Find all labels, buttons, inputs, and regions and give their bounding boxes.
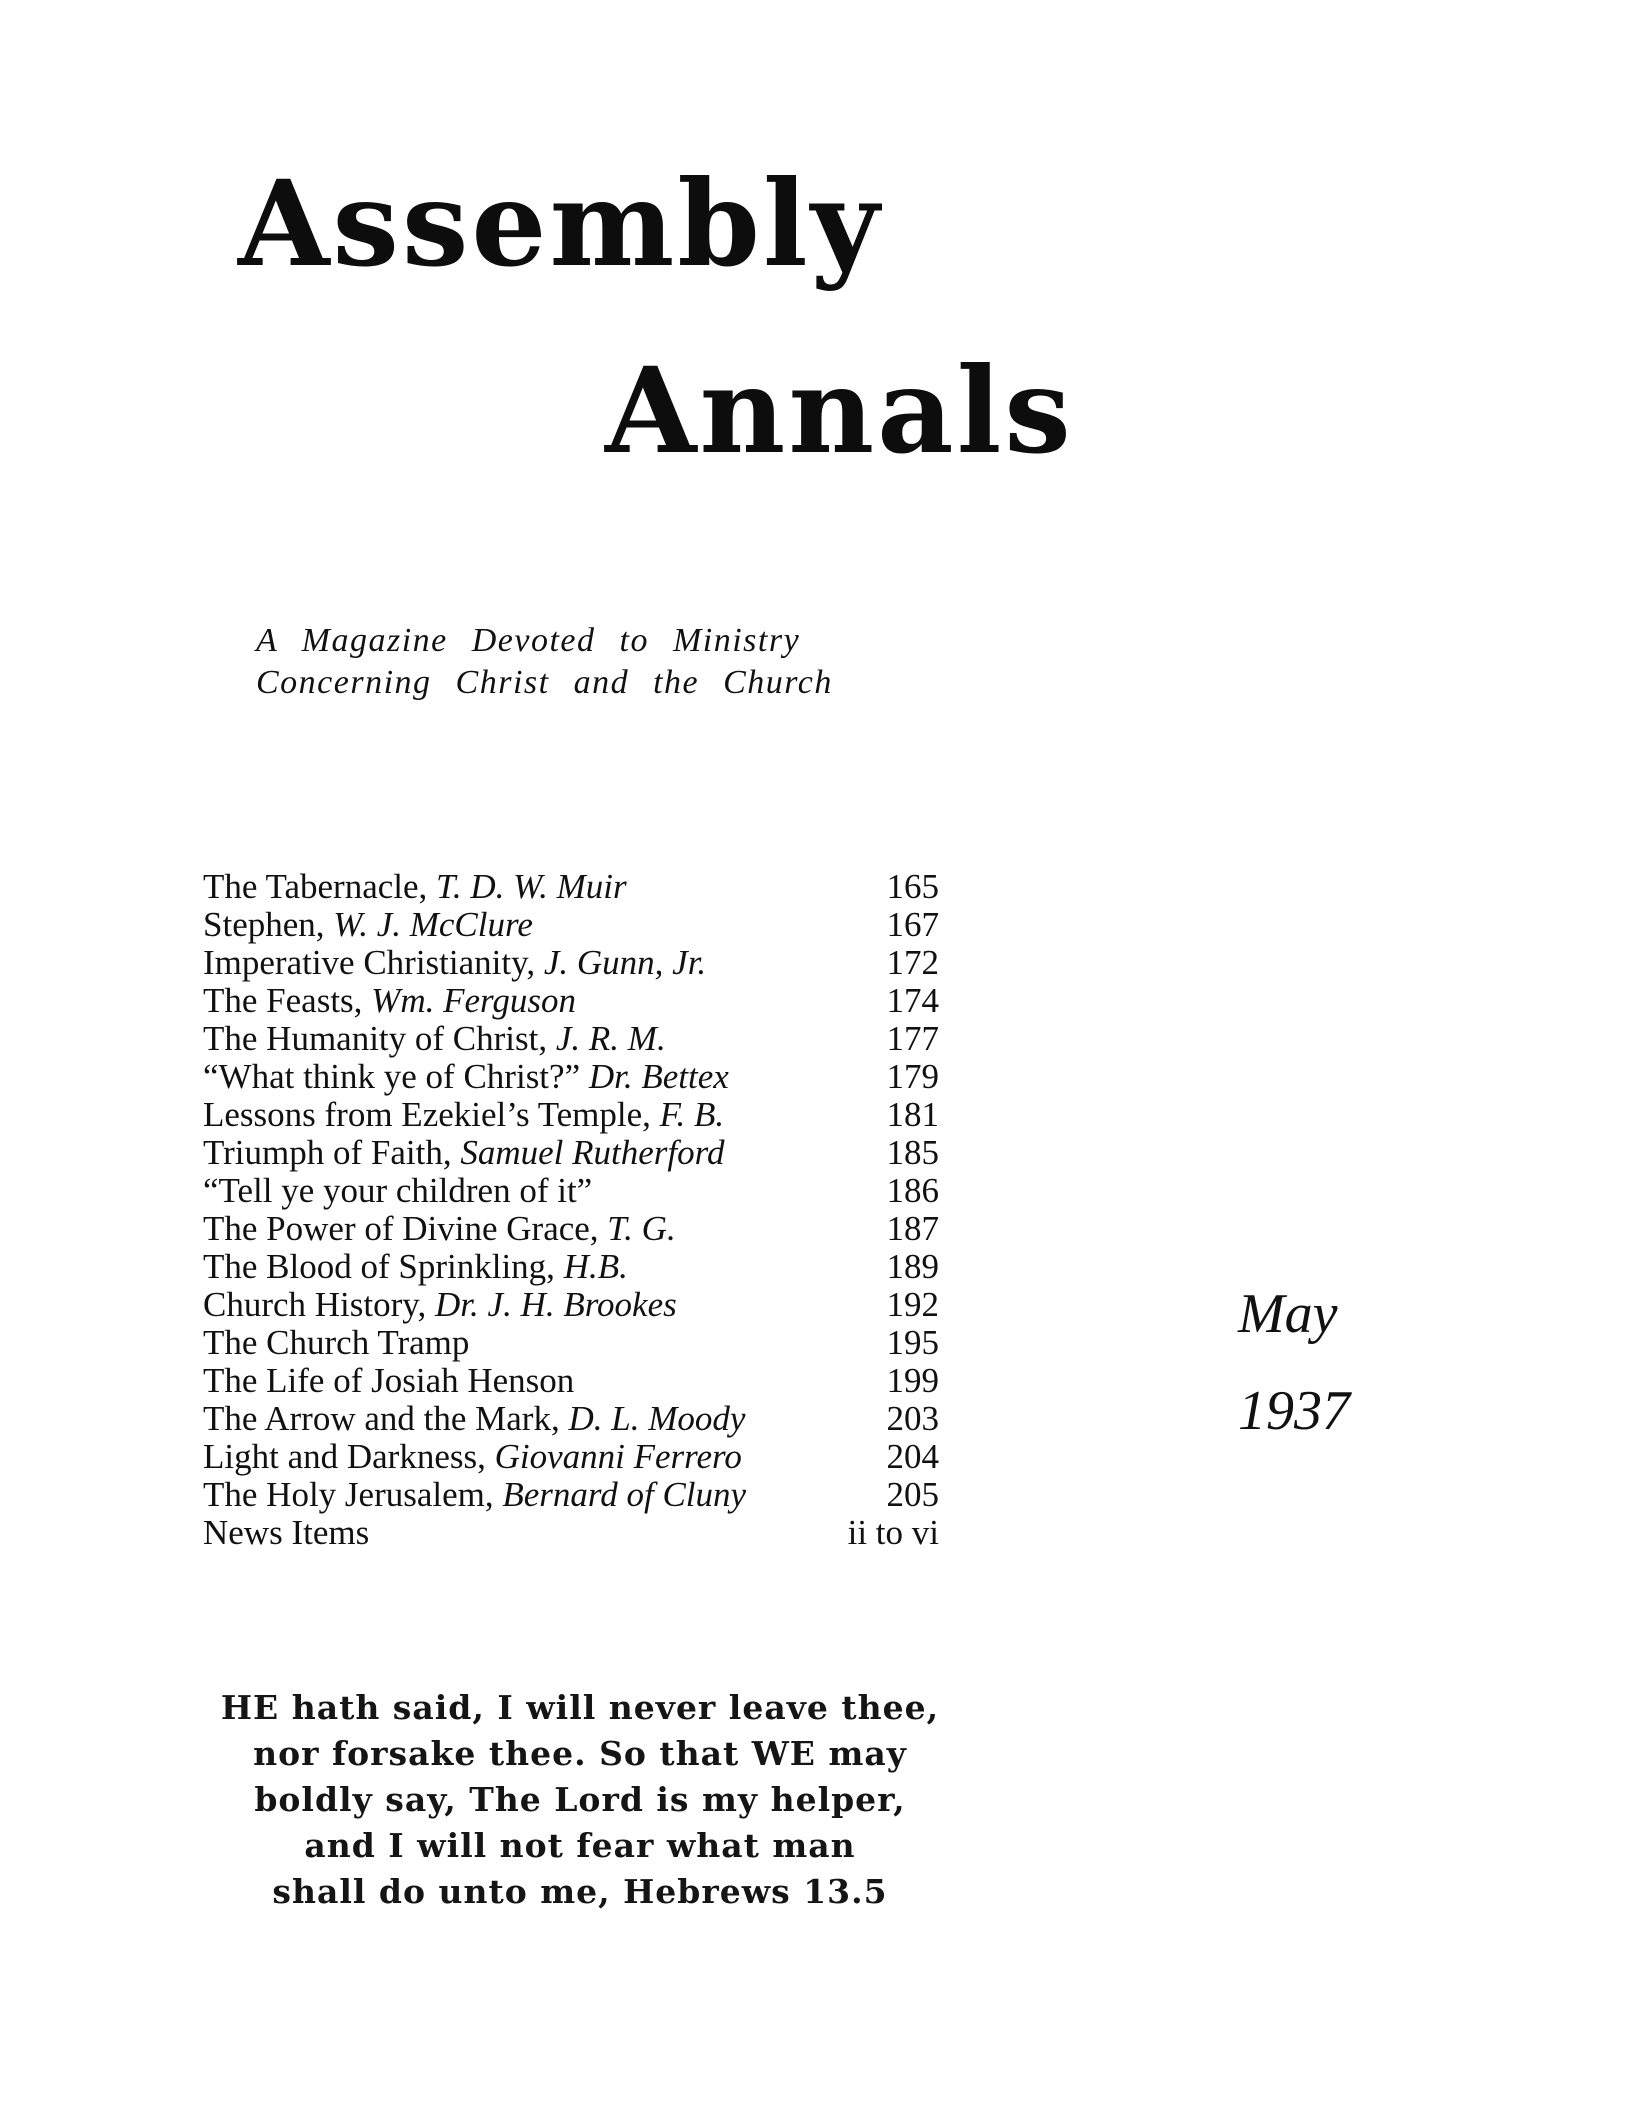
- verse-line-4: and I will not fear what man: [304, 1826, 856, 1865]
- masthead-title-line-1: Assembly: [238, 154, 883, 293]
- toc-article-author: W. J. McClure: [333, 905, 533, 944]
- toc-entry: [203, 1134, 939, 1172]
- toc-entry-text: [203, 982, 576, 1020]
- toc-page-number: 167: [886, 905, 939, 944]
- toc-entry-text: [203, 1020, 666, 1058]
- toc-article-title: Light and Darkness,: [203, 1437, 486, 1476]
- toc-entry: [203, 1096, 939, 1134]
- toc-article-author: Dr. Bettex: [588, 1057, 729, 1096]
- toc-article-title: Church History,: [203, 1285, 427, 1324]
- toc-article-author: T. G.: [607, 1209, 676, 1248]
- toc-entry-text: [203, 944, 706, 982]
- toc-page-number: 199: [886, 1361, 939, 1400]
- toc-article-author: H.B.: [563, 1247, 628, 1286]
- toc-entry-text: [203, 1400, 745, 1438]
- verse-line-3: boldly say, The Lord is my helper,: [254, 1780, 906, 1819]
- toc-entry: [203, 1248, 939, 1286]
- toc-article-title: The Holy Jerusalem,: [203, 1475, 494, 1514]
- toc-article-title: The Arrow and the Mark,: [203, 1399, 560, 1438]
- toc-article-author: Bernard of Cluny: [502, 1475, 747, 1514]
- toc-entry-text: [203, 1172, 592, 1210]
- toc-article-title: “What think ye of Christ?”: [203, 1057, 581, 1096]
- toc-article-author: Giovanni Ferrero: [494, 1437, 742, 1476]
- toc-page-number: 179: [886, 1057, 939, 1096]
- toc-entry: [203, 906, 939, 944]
- toc-page-number: 174: [886, 981, 939, 1020]
- toc-entry: [203, 1400, 939, 1438]
- issue-year: 1937: [1238, 1380, 1350, 1442]
- toc-entry-text: [203, 1438, 742, 1476]
- toc-page-number: 204: [886, 1437, 939, 1476]
- toc-page-number: 172: [886, 943, 939, 982]
- toc-page-number: ii to vi: [847, 1513, 939, 1552]
- verse-line-1: HE hath said, I will never leave thee,: [220, 1688, 940, 1727]
- issue-month: May: [1238, 1283, 1338, 1345]
- toc-page-number: 165: [886, 867, 939, 906]
- toc-article-title: The Tabernacle,: [203, 867, 428, 906]
- toc-entry-text: [203, 868, 627, 906]
- toc-entry-text: [203, 1248, 628, 1286]
- subtitle-line-2: Concerning Christ and the Church: [256, 664, 833, 701]
- toc-article-author: F. B.: [659, 1095, 725, 1134]
- toc-article-author: J. R. M.: [555, 1019, 666, 1058]
- toc-entry-text: [203, 906, 533, 944]
- toc-page-number: 203: [886, 1399, 939, 1438]
- masthead-title-line-2: Annals: [605, 341, 1074, 480]
- toc-article-title: The Feasts,: [203, 981, 363, 1020]
- scripture-verse: [200, 1685, 960, 1915]
- toc-entry-text: [203, 1324, 469, 1362]
- toc-page-number: 177: [886, 1019, 939, 1058]
- table-of-contents: [203, 868, 939, 1552]
- toc-article-title: Lessons from Ezekiel’s Temple,: [203, 1095, 651, 1134]
- toc-page-number: 189: [886, 1247, 939, 1286]
- toc-article-title: News Items: [203, 1513, 370, 1552]
- toc-page-number: 205: [886, 1475, 939, 1514]
- toc-page-number: 181: [886, 1095, 939, 1134]
- toc-page-number: 186: [886, 1171, 939, 1210]
- toc-article-author: Wm. Ferguson: [371, 981, 576, 1020]
- toc-article-author: Dr. J. H. Brookes: [435, 1285, 677, 1324]
- toc-entry: [203, 1324, 939, 1362]
- toc-entry: [203, 1172, 939, 1210]
- toc-entry-text: [203, 1476, 746, 1514]
- subtitle-line-1: A Magazine Devoted to Ministry: [256, 622, 801, 659]
- toc-page-number: 187: [886, 1209, 939, 1248]
- toc-entry: [203, 982, 939, 1020]
- subtitle: [256, 620, 833, 704]
- toc-article-author: D. L. Moody: [568, 1399, 746, 1438]
- toc-article-title: The Blood of Sprinkling,: [203, 1247, 555, 1286]
- toc-entry: [203, 1020, 939, 1058]
- toc-entry-text: [203, 1134, 724, 1172]
- toc-entry: [203, 1058, 939, 1096]
- toc-page-number: 185: [886, 1133, 939, 1172]
- toc-entry-text: [203, 1362, 574, 1400]
- toc-entry: [203, 1476, 939, 1514]
- toc-article-title: Triumph of Faith,: [203, 1133, 452, 1172]
- toc-article-author: T. D. W. Muir: [436, 867, 627, 906]
- toc-page-number: 195: [886, 1323, 939, 1362]
- toc-article-author: J. Gunn, Jr.: [543, 943, 707, 982]
- verse-line-2: nor forsake thee. So that WE may: [253, 1734, 907, 1773]
- toc-entry: [203, 1362, 939, 1400]
- toc-article-title: The Church Tramp: [203, 1323, 470, 1362]
- toc-entry: [203, 1286, 939, 1324]
- toc-entry-text: [203, 1058, 729, 1096]
- toc-entry: [203, 1438, 939, 1476]
- toc-article-title: The Power of Divine Grace,: [203, 1209, 599, 1248]
- toc-article-title: Stephen,: [203, 905, 325, 944]
- toc-entry-text: [203, 1286, 677, 1324]
- toc-entry: [203, 1210, 939, 1248]
- toc-entry: [203, 944, 939, 982]
- toc-article-title: The Humanity of Christ,: [203, 1019, 548, 1058]
- toc-entry: [203, 1514, 939, 1552]
- toc-article-author: Samuel Rutherford: [460, 1133, 725, 1172]
- toc-article-title: Imperative Christianity,: [203, 943, 536, 982]
- toc-page-number: 192: [886, 1285, 939, 1324]
- toc-entry-text: [203, 1210, 676, 1248]
- toc-article-title: “Tell ye your children of it”: [203, 1171, 593, 1210]
- toc-entry: [203, 868, 939, 906]
- toc-article-title: The Life of Josiah Henson: [203, 1361, 575, 1400]
- verse-line-5: shall do unto me, Hebrews 13.5: [272, 1872, 888, 1911]
- toc-entry-text: [203, 1514, 369, 1552]
- toc-entry-text: [203, 1096, 724, 1134]
